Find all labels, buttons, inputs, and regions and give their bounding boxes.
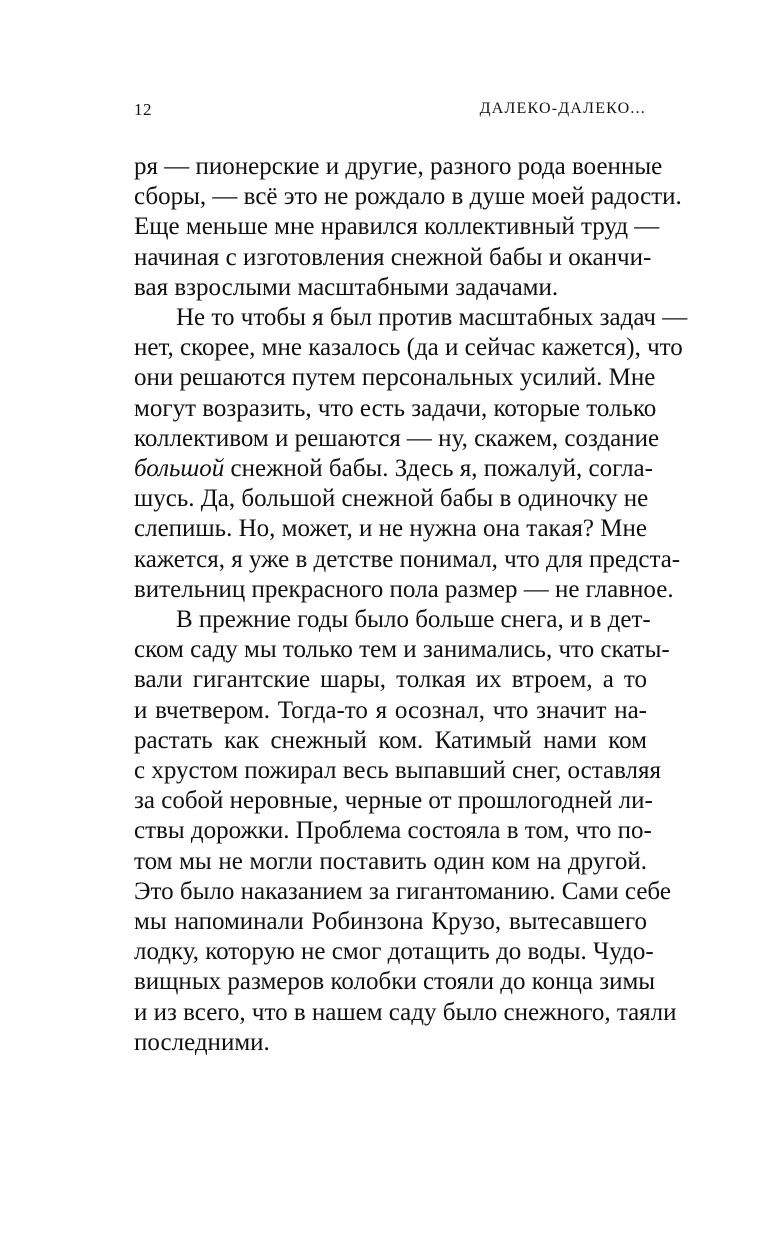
text-line: коллективом и решаются — ну, скажем, создание [134, 424, 660, 452]
text-line: вали гигантские шары, толкая их втроем, а то [134, 666, 647, 694]
paragraph-3 [134, 605, 677, 1058]
text-line: В прежние годы было больше снега, и в дет- [176, 606, 651, 634]
text-line: растать как снежный ком. Катимый нами ком [134, 726, 647, 754]
text-line: вищных размеров колобки стояли до конца зимы [134, 968, 656, 996]
text-line: последними. [134, 1028, 270, 1056]
text-line: за собой неровные, черные от прошлогодней ли- [134, 787, 653, 815]
text-line-rest: снежной бабы. Здесь я, пожалуй, согла- [224, 455, 653, 483]
text-line: вая взрослыми масштабными задачами. [134, 273, 559, 301]
running-title: ДАЛЕКО-ДАЛЕКО... [479, 100, 646, 117]
text-line: они решаются путем персональных усилий. Мне [134, 364, 656, 392]
text-line: Это было наказанием за гигантоманию. Сами себе [134, 877, 671, 905]
page-number: 12 [134, 100, 152, 119]
paragraph-1 [134, 152, 682, 303]
text-line: кажется, я уже в детстве понимал, что для предста- [134, 545, 681, 573]
text-line: и вчетвером. Тогда-то я осознал, что значит на- [134, 696, 647, 724]
text-line: мы напоминали Робинзона Крузо, вытесавшего [134, 908, 647, 936]
text-line: могут возразить, что есть задачи, которые только [134, 394, 657, 422]
text-line: и из всего, что в нашем саду было снежного, таяли [134, 998, 677, 1026]
text-line: слепишь. Но, может, и не нужна она такая? Мне [134, 515, 647, 543]
text-line: том мы не могли поставить один ком на другой. [134, 847, 647, 875]
text-line: вительниц прекрасного пола размер — не главное. [134, 575, 674, 603]
text-line: сборы, — всё это не рождало в душе моей радости. [134, 183, 682, 211]
page-header [134, 100, 646, 124]
text-line: лодку, которую не смог дотащить до воды. Чудо- [134, 938, 654, 966]
text-line: с хрустом пожирал весь выпавший снег, оставляя [134, 757, 662, 785]
text-line: ском саду мы только тем и занимались, что скаты- [134, 636, 670, 664]
text-line: Еще меньше мне нравился коллективный труд — [134, 213, 660, 241]
text-line: ря — пионерские и другие, разного рода военные [134, 153, 663, 180]
text-line: начиная с изготовления снежной бабы и оканчи- [134, 243, 652, 271]
text-line: нет, скорее, мне казалось (да и сейчас кажется), что [134, 334, 683, 362]
text-line-with-emphasis [134, 454, 653, 484]
paragraph-2 [134, 303, 688, 605]
text-line: шусь. Да, большой снежной бабы в одиночку не [134, 485, 649, 513]
body-text [134, 152, 688, 1058]
text-line: ствы дорожки. Проблема состояла в том, что по- [134, 817, 652, 845]
text-line: Не то чтобы я был против масштабных задач — [176, 304, 688, 332]
emphasized-word: большой [134, 455, 225, 483]
